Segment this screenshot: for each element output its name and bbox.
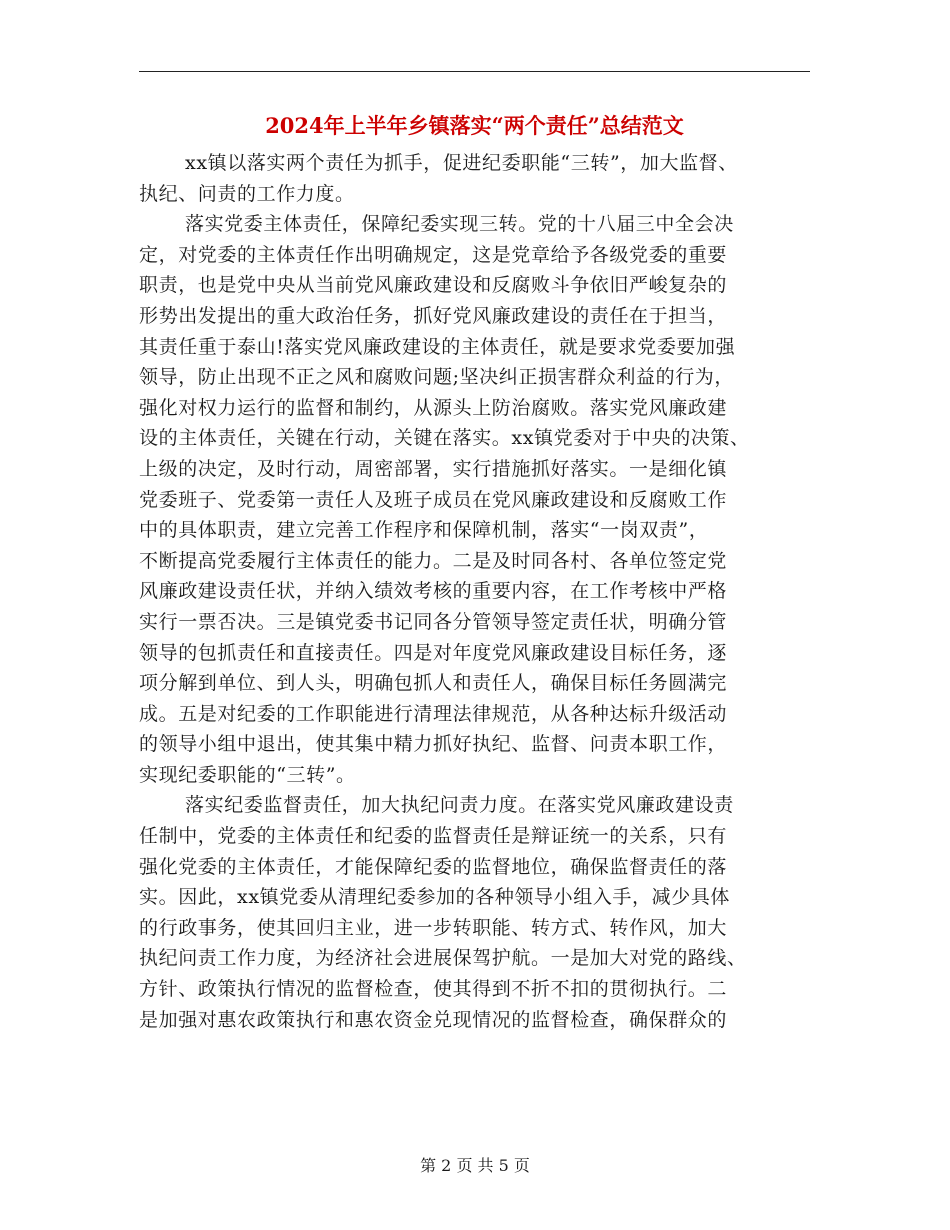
body-line: 设的主体责任，关键在行动，关键在落实。xx镇党委对于中央的决策、 [139, 427, 750, 450]
body-line: 执纪、问责的工作力度。 [139, 182, 355, 205]
body-line: 其责任重于泰山!落实党风廉政建设的主体责任，就是要求党委要加强 [139, 335, 736, 358]
body-line: 方针、政策执行情况的监督检查，使其得到不折不扣的贯彻执行。二 [139, 978, 728, 1001]
page-number: 第 2 页 共 5 页 [420, 1156, 530, 1175]
body-line: 职责，也是党中央从当前党风廉政建设和反腐败斗争依旧严峻复杂的 [139, 274, 728, 297]
body-line: 落实党委主体责任，保障纪委实现三转。党的十八届三中全会决 [185, 213, 734, 236]
body-line: 成。五是对纪委的工作职能进行清理法律规范，从各种达标升级活动 [139, 702, 728, 725]
body-line: 实现纪委职能的“三转”。 [139, 763, 356, 786]
body-line: 任制中，党委的主体责任和纪委的监督责任是辩证统一的关系，只有 [139, 825, 728, 848]
body-line: 强化党委的主体责任，才能保障纪委的监督地位，确保监督责任的落 [139, 855, 728, 878]
body-line: 领导的包抓责任和直接责任。四是对年度党风廉政建设目标任务，逐 [139, 641, 728, 664]
document-body [139, 148, 811, 1035]
body-line: 强化对权力运行的监督和制约，从源头上防治腐败。落实党风廉政建 [139, 396, 728, 419]
body-line: 项分解到单位、到人头，明确包抓人和责任人，确保目标任务圆满完 [139, 672, 728, 695]
body-line: 领导，防止出现不正之风和腐败问题;坚决纠正损害群众利益的行为， [139, 366, 735, 389]
body-line: xx镇以落实两个责任为抓手，促进纪委职能“三转”，加大监督、 [185, 152, 738, 174]
body-line: 实。因此，xx镇党委从清理纪委参加的各种领导小组入手，减少具体 [139, 886, 731, 909]
body-line: 落实纪委监督责任，加大执纪问责力度。在落实党风廉政建设责 [185, 794, 734, 817]
document-title: 2024年上半年乡镇落实“两个责任”总结范文 [265, 113, 684, 138]
body-line: 的领导小组中退出，使其集中精力抓好执纪、监督、问责本职工作， [139, 733, 728, 756]
body-line: 是加强对惠农政策执行和惠农资金兑现情况的监督检查，确保群众的 [139, 1008, 728, 1031]
body-line: 不断提高党委履行主体责任的能力。二是及时同各村、各单位签定党 [139, 549, 728, 572]
body-line: 风廉政建设责任状，并纳入绩效考核的重要内容，在工作考核中严格 [139, 580, 728, 603]
body-line: 执纪问责工作力度，为经济社会进展保驾护航。一是加大对党的路线、 [139, 947, 747, 970]
body-line: 形势出发提出的重大政治任务，抓好党风廉政建设的责任在于担当， [139, 304, 728, 327]
body-line: 定，对党委的主体责任作出明确规定，这是党章给予各级党委的重要 [139, 243, 728, 266]
body-line: 党委班子、党委第一责任人及班子成员在党风廉政建设和反腐败工作 [139, 488, 728, 511]
body-line: 的行政事务，使其回归主业，进一步转职能、转方式、转作风，加大 [139, 916, 728, 939]
body-line: 上级的决定，及时行动，周密部署，实行措施抓好落实。一是细化镇 [139, 457, 728, 480]
header-rule [139, 71, 810, 72]
body-line: 实行一票否决。三是镇党委书记同各分管领导签定责任状，明确分管 [139, 610, 728, 633]
body-line: 中的具体职责，建立完善工作程序和保障机制，落实“一岗双责”， [139, 519, 709, 542]
